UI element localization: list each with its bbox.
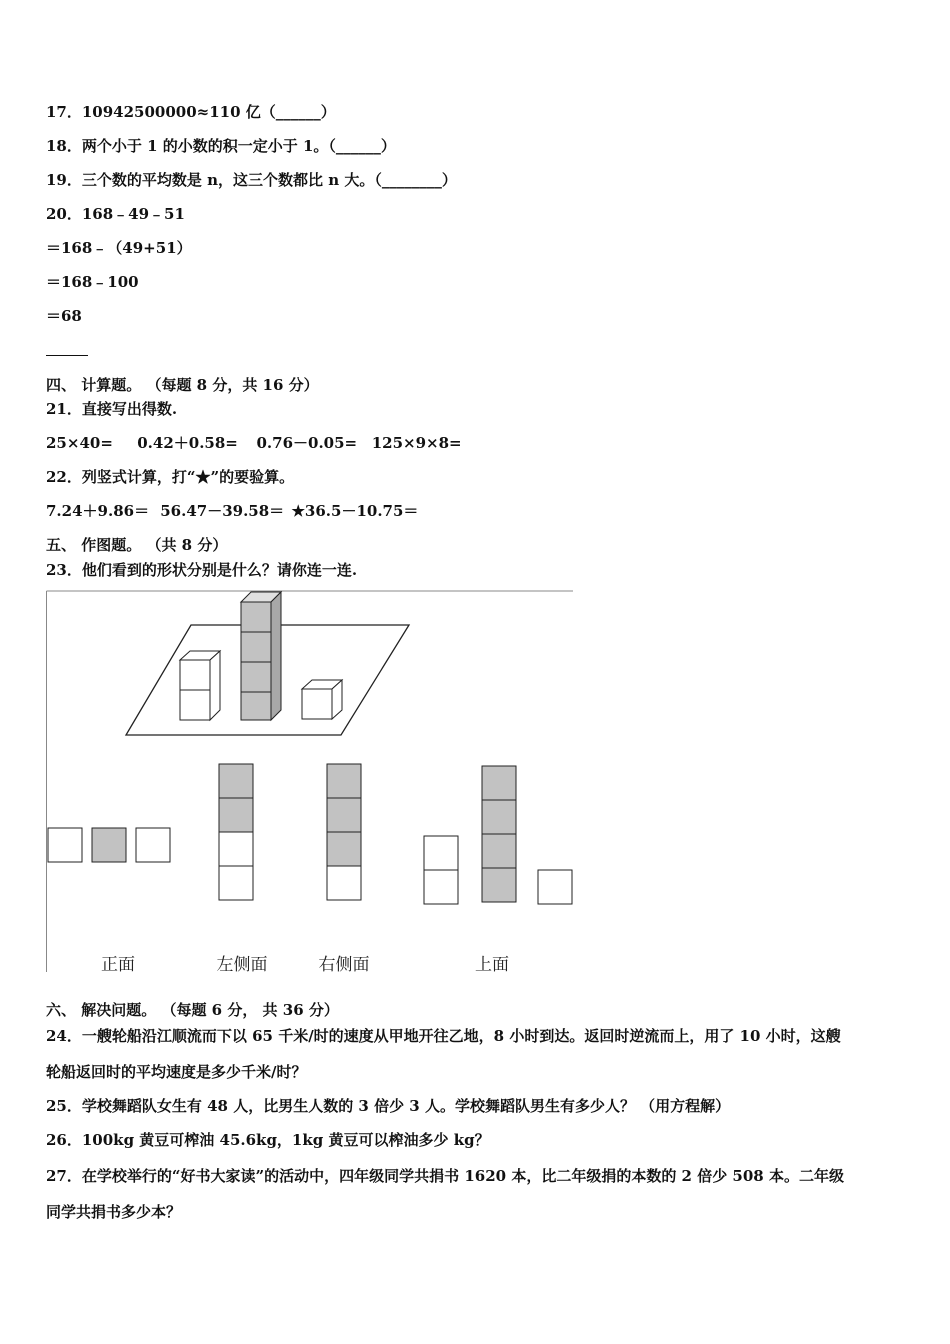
question-17: 17．10942500000≈110 亿（______）: [46, 103, 336, 121]
question-20-line-2: ＝168﹣（49+51）: [46, 239, 192, 257]
question-18: 18．两个小于 1 的小数的积一定小于 1。（______）: [46, 137, 396, 155]
section-4-heading: 四、 计算题。 （每题 8 分，共 16 分）: [46, 376, 319, 394]
label-left-side: 左侧面: [216, 955, 268, 975]
answer-divider: [46, 355, 88, 356]
question-20-line-1: 20．168﹣49﹣51: [46, 205, 185, 223]
question-24-line-1: 24．一艘轮船沿江顺流而下以 65 千米/时的速度从甲地开往乙地，8 小时到达。返回时逆流而上，用了 10 小时，这艘: [46, 1027, 841, 1045]
question-21-items: [46, 433, 462, 453]
q22-item-1: 7.24＋9.86＝: [46, 502, 150, 520]
label-right-side: 右侧面: [318, 955, 370, 975]
question-20-line-4: ＝68: [46, 307, 82, 325]
view-option-left[interactable]: [219, 764, 253, 900]
question-22-items: [46, 501, 418, 521]
label-top: 上面: [475, 955, 509, 975]
section-6-heading: 六、 解决问题。 （每题 6 分， 共 36 分）: [46, 1001, 339, 1019]
question-26: 26．100kg 黄豆可榨油 45.6kg，1kg 黄豆可以榨油多少 kg？: [46, 1131, 490, 1149]
white-tower-2-cubes: [180, 651, 220, 720]
question-20-line-3: ＝168﹣100: [46, 273, 139, 291]
view-option-front[interactable]: [48, 828, 170, 862]
q21-item-4: 125×9×8=: [371, 434, 462, 452]
question-24-line-2: 轮船返回时的平均速度是多少千米/时？: [46, 1063, 307, 1081]
question-25: 25．学校舞蹈队女生有 48 人，比男生人数的 3 倍少 3 人。学校舞蹈队男生有多少人？ （用方程解）: [46, 1097, 731, 1115]
question-19: 19．三个数的平均数是 n，这三个数都比 n 大。（________）: [46, 171, 457, 189]
gray-tower-4-cubes: [241, 592, 281, 720]
question-23: 23．他们看到的形状分别是什么？请你连一连.: [46, 561, 358, 579]
question-21: 21．直接写出得数.: [46, 400, 178, 418]
q22-item-2: 56.47－39.58＝: [160, 502, 285, 520]
question-22: 22．列竖式计算，打“★”的要验算。: [46, 468, 295, 486]
q21-item-1: 25×40=: [46, 434, 113, 452]
q22-item-3: ★36.5－10.75＝: [291, 502, 419, 520]
question-27-line-1: 27．在学校举行的“好书大家读”的活动中，四年级同学共捐书 1620 本，比二年级捐的本数的 2 倍少 508 本。二年级: [46, 1167, 844, 1185]
section-5-heading: 五、 作图题。 （共 8 分）: [46, 536, 228, 554]
views-figure: [46, 590, 576, 975]
white-single-cube: [302, 680, 342, 719]
view-option-top[interactable]: [424, 766, 572, 904]
q21-item-3: 0.76－0.05=: [256, 434, 358, 452]
label-front: 正面: [101, 955, 135, 975]
view-option-right[interactable]: [327, 764, 361, 900]
q21-item-2: 0.42＋0.58=: [137, 434, 238, 452]
question-27-line-2: 同学共捐书多少本？: [46, 1203, 182, 1221]
